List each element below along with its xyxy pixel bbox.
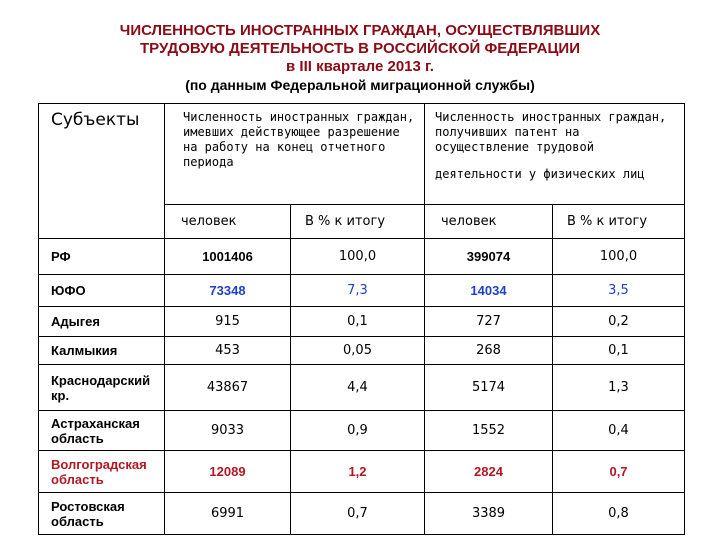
cell-permit-count: 1001406	[165, 239, 291, 275]
cell-permit-count: 6991	[165, 493, 291, 535]
cell-patent-count: 1552	[425, 411, 553, 451]
cell-patent-count: 14034	[425, 275, 553, 307]
title-line-3: в III квартале 2013 г.	[286, 58, 434, 75]
header-patent-part2: деятельности у физических лиц	[435, 167, 645, 181]
cell-patent-count: 3389	[425, 493, 553, 535]
cell-permit-pct: 0,05	[291, 337, 425, 365]
row-name: Калмыкия	[39, 337, 165, 365]
cell-patent-pct: 0,2	[553, 307, 685, 337]
cell-patent-pct: 1,3	[553, 365, 685, 411]
cell-patent-count: 5174	[425, 365, 553, 411]
header-patent	[425, 104, 685, 205]
table-row	[39, 337, 685, 365]
title-source: (по данным Федеральной миграционной службы)	[185, 77, 535, 93]
row-name: Астраханская область	[39, 411, 165, 451]
table-row	[39, 239, 685, 275]
row-name: ЮФО	[39, 275, 165, 307]
statistics-table	[38, 103, 685, 535]
row-name: Волгоградская область	[39, 451, 165, 493]
cell-permit-count: 453	[165, 337, 291, 365]
row-name: Краснодарский кр.	[39, 365, 165, 411]
cell-permit-count: 43867	[165, 365, 291, 411]
cell-permit-pct: 7,3	[291, 275, 425, 307]
row-name: РФ	[39, 239, 165, 275]
cell-permit-pct: 100,0	[291, 239, 425, 275]
row-name: Адыгея	[39, 307, 165, 337]
cell-permit-count: 73348	[165, 275, 291, 307]
cell-permit-pct: 1,2	[291, 451, 425, 493]
cell-patent-pct: 3,5	[553, 275, 685, 307]
cell-permit-pct: 4,4	[291, 365, 425, 411]
header-percent: В % к итогу	[291, 205, 425, 239]
cell-patent-pct: 100,0	[553, 239, 685, 275]
table-row	[39, 307, 685, 337]
cell-permit-count: 9033	[165, 411, 291, 451]
header-work-permit: Численность иностранных граждан, имевших действующее разрешение на работу на конец отчетного периода	[165, 104, 425, 205]
table-row	[39, 493, 685, 535]
cell-patent-pct: 0,8	[553, 493, 685, 535]
cell-permit-pct: 0,7	[291, 493, 425, 535]
header-percent-2: В % к итогу	[553, 205, 685, 239]
title-line-2: ТРУДОВУЮ ДЕЯТЕЛЬНОСТЬ В РОССИЙСКОЙ ФЕДЕРАЦИИ	[140, 40, 580, 57]
table-row	[39, 275, 685, 307]
cell-patent-pct: 0,4	[553, 411, 685, 451]
cell-permit-pct: 0,1	[291, 307, 425, 337]
cell-patent-count: 727	[425, 307, 553, 337]
header-people-2: человек	[425, 205, 553, 239]
cell-patent-count: 268	[425, 337, 553, 365]
header-patent-part1: Численность иностранных граждан, получивших патент на осуществление трудовой	[435, 110, 667, 154]
cell-permit-count: 915	[165, 307, 291, 337]
cell-patent-pct: 0,7	[553, 451, 685, 493]
header-people: человек	[165, 205, 291, 239]
cell-permit-pct: 0,9	[291, 411, 425, 451]
document-title	[0, 22, 720, 94]
row-name: Ростовская область	[39, 493, 165, 535]
cell-patent-pct: 0,1	[553, 337, 685, 365]
cell-patent-count: 399074	[425, 239, 553, 275]
title-line-1: ЧИСЛЕННОСТЬ ИНОСТРАННЫХ ГРАЖДАН, ОСУЩЕСТВЛЯВШИХ	[119, 22, 601, 39]
table-row	[39, 365, 685, 411]
header-subjects: Субъекты	[39, 104, 165, 239]
table-row	[39, 451, 685, 493]
cell-permit-count: 12089	[165, 451, 291, 493]
cell-patent-count: 2824	[425, 451, 553, 493]
table-row	[39, 411, 685, 451]
